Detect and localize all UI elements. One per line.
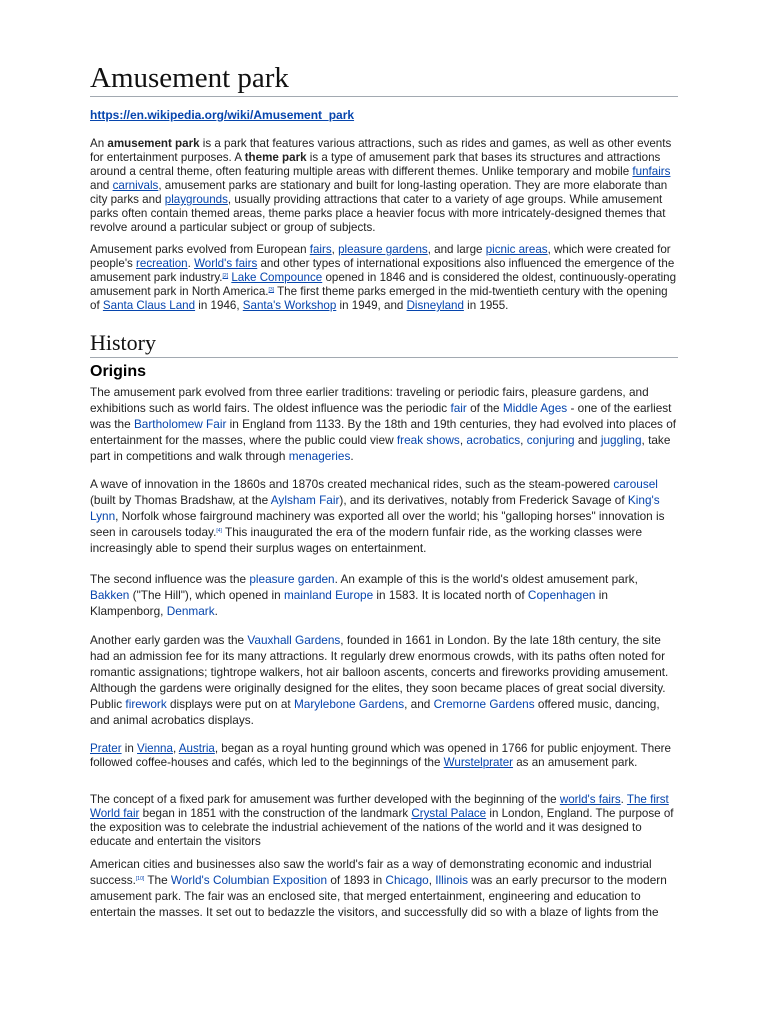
text: in Klampenborg,	[90, 588, 608, 618]
text: The amusement park evolved from three earlier traditions: traveling or periodic fairs, pleasure gardens, and exhibitions such as world fairs. The oldest influence was the periodic	[90, 385, 649, 415]
text: ("The Hill"), which opened in	[129, 588, 284, 602]
source-url-link[interactable]: https://en.wikipedia.org/wiki/Amusement_park	[90, 108, 355, 122]
link-pleasure-gardens[interactable]: pleasure gardens	[338, 243, 428, 256]
link-wurstelprater[interactable]: Wurstelprater	[443, 756, 514, 769]
link-kings-lynn[interactable]: King's Lynn	[90, 493, 660, 523]
reference-link[interactable]: [3]	[268, 287, 275, 293]
link-copenhagen[interactable]: Copenhagen	[527, 588, 596, 602]
history-paragraph-2	[90, 476, 678, 556]
text: A wave of innovation in the 1860s and 1870s created mechanical rides, such as the steam-powered	[90, 477, 614, 491]
link-vauxhall-gardens[interactable]: Vauxhall Gardens	[247, 633, 341, 647]
page-title: Amusement park	[90, 62, 289, 94]
intro-paragraph-1	[90, 137, 678, 235]
link-lake-compounce[interactable]: Lake Compounce	[231, 271, 323, 284]
link-cremorne-gardens[interactable]: Cremorne Gardens	[433, 697, 535, 711]
text: of the	[466, 401, 503, 415]
link-bakken[interactable]: Bakken	[90, 588, 130, 602]
link-carousel[interactable]: carousel	[613, 477, 658, 491]
link-crystal-palace[interactable]: Crystal Palace	[411, 807, 487, 820]
text: - one of the earliest was the	[90, 401, 672, 431]
link-menageries[interactable]: menageries	[288, 449, 351, 463]
link-disneyland[interactable]: Disneyland	[406, 299, 464, 312]
link-middle-ages[interactable]: Middle Ages	[502, 401, 568, 415]
text: American cities and businesses also saw the world's fair as a way of demonstrating economic and industrial success.	[90, 857, 652, 887]
section-heading-history: History	[90, 330, 156, 355]
text: and	[574, 433, 601, 447]
text: ), and its derivatives, notably from Frederick Savage of	[339, 493, 628, 507]
bold-term: theme park	[244, 151, 307, 164]
text: , began as a royal hunting ground which was opened in 1766 for public enjoyment. There followed coffee-houses and cafés, which led to the beginnings of the	[90, 742, 671, 769]
link-pleasure-garden[interactable]: pleasure garden	[249, 572, 335, 586]
link-illinois[interactable]: Illinois	[435, 873, 469, 887]
link-chicago[interactable]: Chicago	[385, 873, 429, 887]
link-funfairs[interactable]: funfairs	[632, 165, 671, 178]
text: displays were put on at	[166, 697, 294, 711]
link-austria[interactable]: Austria	[178, 742, 215, 755]
text: , which were created for people's	[90, 243, 671, 270]
link-worlds-fairs[interactable]: World's fairs	[194, 257, 258, 270]
text: ,	[331, 243, 339, 256]
text: ,	[172, 742, 179, 755]
bold-term: amusement park	[107, 137, 200, 150]
text: in 1955.	[463, 299, 509, 312]
text: An	[90, 137, 108, 150]
text: in	[121, 742, 138, 755]
link-denmark[interactable]: Denmark	[166, 604, 215, 618]
text: began in 1851 with the construction of the landmark	[139, 807, 412, 820]
link-worlds-columbian-exposition[interactable]: World's Columbian Exposition	[170, 873, 328, 887]
history-paragraph-3	[90, 571, 678, 619]
link-carnivals[interactable]: carnivals	[112, 179, 159, 192]
reference-link[interactable]: [2]	[222, 273, 229, 279]
subsection-heading-origins: Origins	[90, 363, 147, 380]
text: , and	[404, 697, 434, 711]
link-mainland-europe[interactable]: mainland Europe	[283, 588, 374, 602]
link-picnic-areas[interactable]: picnic areas	[485, 243, 548, 256]
link-prater[interactable]: Prater	[90, 742, 122, 755]
text: ,	[520, 433, 527, 447]
link-worlds-fairs-2[interactable]: world's fairs	[559, 793, 621, 806]
text: This inaugurated the era of the modern funfair ride, as the working classes were increasingly able to spend their surplus wages on entertainment.	[90, 525, 643, 555]
link-marylebone-gardens[interactable]: Marylebone Gardens	[293, 697, 405, 711]
text: is a park that features various attractions, such as rides and games, as well as other events for entertainment purposes. A	[90, 137, 672, 164]
section-divider	[90, 357, 678, 358]
text: .	[187, 257, 195, 270]
text: , usually providing attractions that cater to a variety of age groups. While amusement parks often contain themed areas, theme parks place a heavier focus with more intricately-designed themes that revolve around a particular subject or group of subjects.	[90, 193, 666, 234]
link-aylsham-fair[interactable]: Aylsham Fair	[270, 493, 340, 507]
text: The second influence was the	[90, 572, 250, 586]
history-paragraph-6	[90, 793, 678, 849]
link-acrobatics[interactable]: acrobatics	[466, 433, 521, 447]
text: ,	[428, 873, 436, 887]
text: is a type of amusement park that bases its structures and attractions around a central theme, often featuring multiple areas with different themes. Unlike temporary and mobile	[90, 151, 661, 178]
text: and	[90, 179, 113, 192]
text: , amusement parks are stationary and built for long-lasting operation. They are more elaborate than city parks and	[90, 179, 668, 206]
text: Another early garden was the	[90, 633, 248, 647]
link-recreation[interactable]: recreation	[136, 257, 188, 270]
link-firework[interactable]: firework	[125, 697, 167, 711]
history-paragraph-7	[90, 856, 678, 920]
text: Amusement parks evolved from European	[90, 243, 310, 256]
text: in London, England. The purpose of the exposition was to celebrate the industrial achievement of the nations of the world and it was designed to educate and entertain the visitors	[90, 807, 674, 848]
text: .	[350, 449, 354, 463]
link-santa-claus-land[interactable]: Santa Claus Land	[102, 299, 196, 312]
text: was an early precursor to the modern amusement park. The fair was an enclosed site, that merged entertainment, engineering and education to entertain the masses. It set out to bedazzle the visitors, and successfully did so with a blaze of lights from the	[90, 873, 667, 919]
link-vienna[interactable]: Vienna	[137, 742, 173, 755]
text: , founded in 1661 in London. By the late 18th century, the site had an admission fee for its many attractions. It regularly drew enormous crowds, with its paths often noted for romantic assignations; tightrope walkers, hot air balloon ascents, concerts and fireworks providing amusement. Although the gardens were originally designed for the elites, they soon became places of great social diversity. Public	[90, 633, 669, 711]
link-bartholomew-fair[interactable]: Bartholomew Fair	[133, 417, 227, 431]
history-paragraph-1	[90, 384, 678, 464]
history-paragraph-5	[90, 742, 678, 770]
link-juggling[interactable]: juggling	[600, 433, 642, 447]
text: .	[214, 604, 218, 618]
title-divider	[90, 96, 678, 97]
link-first-world-fair[interactable]: The first World fair	[90, 793, 669, 820]
text: and other types of international expositions also influenced the emergence of the amusement park industry.	[90, 257, 675, 284]
text: The first theme parks emerged in the mid-twentieth century with the opening of	[90, 285, 668, 312]
text: (built by Thomas Bradshaw, at the	[90, 493, 271, 507]
text: , take part in competitions and walk through	[90, 433, 671, 463]
link-fair[interactable]: fair	[450, 401, 467, 415]
history-paragraph-4	[90, 632, 678, 728]
text: The	[144, 873, 171, 887]
text: of 1893 in	[327, 873, 386, 887]
link-conjuring[interactable]: conjuring	[526, 433, 575, 447]
text: as an amusement park.	[513, 756, 638, 769]
text: in 1583. It is located north of	[373, 588, 528, 602]
intro-paragraph-2	[90, 243, 678, 313]
reference-link[interactable]: [10]	[135, 876, 145, 882]
text: .	[620, 793, 627, 806]
text: , Norfolk whose fairground machinery was exported all over the world; his "galloping horses" innovation is seen in carousels today.	[90, 509, 665, 539]
link-fairs[interactable]: fairs	[309, 243, 332, 256]
text: in 1946,	[195, 299, 243, 312]
link-playgrounds[interactable]: playgrounds	[164, 193, 228, 206]
text: in 1949, and	[336, 299, 407, 312]
text: ,	[459, 433, 467, 447]
text: offered music, dancing, and animal acrobatics displays.	[90, 697, 660, 727]
text: The concept of a fixed park for amusement was further developed with the beginning of the	[90, 793, 560, 806]
text: opened in 1846 and is considered the oldest, continuously-operating amusement park in North America.	[90, 271, 677, 298]
text: , and large	[427, 243, 486, 256]
link-freak-shows[interactable]: freak shows	[396, 433, 460, 447]
reference-link[interactable]: [4]	[216, 528, 222, 534]
text: in England from 1133. By the 18th and 19th centuries, they had evolved into places of entertainment for the masses, where the public could view	[90, 417, 677, 447]
text: . An example of this is the world's oldest amusement park,	[334, 572, 638, 586]
link-santas-workshop[interactable]: Santa's Workshop	[242, 299, 337, 312]
